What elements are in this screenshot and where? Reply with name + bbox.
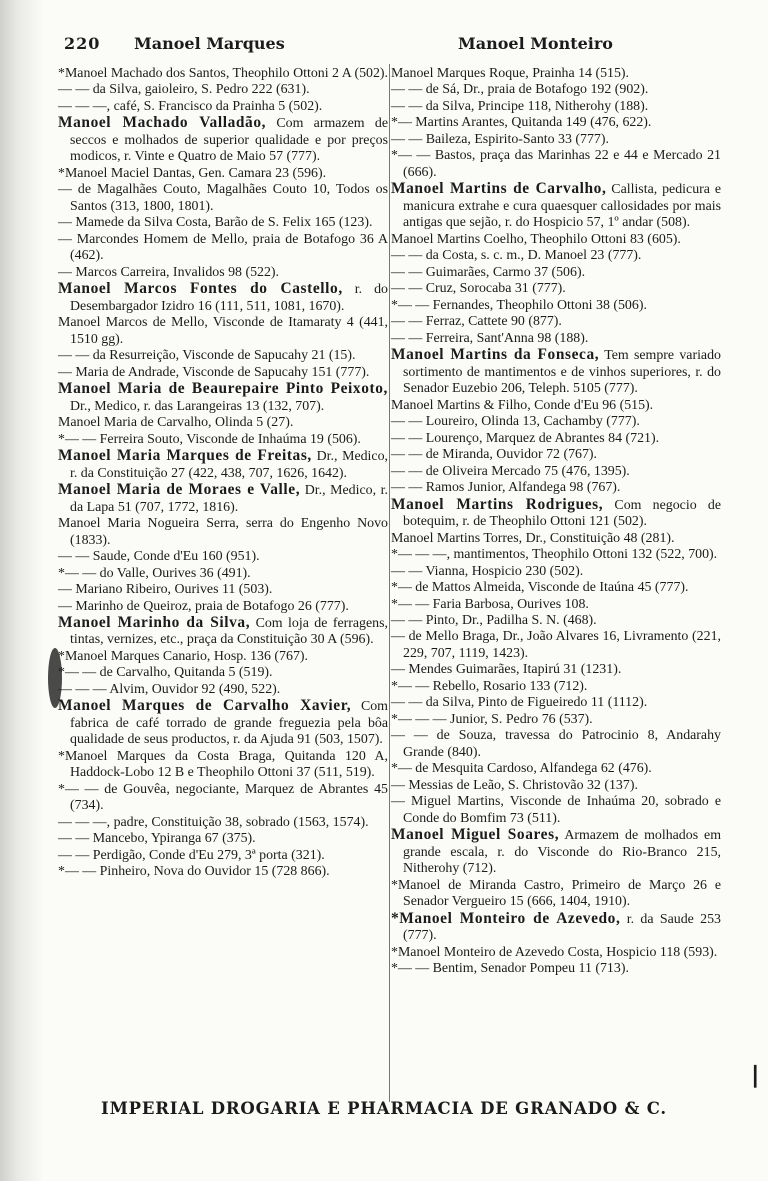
entry-text: — Marinho de Queiroz, praia de Botafogo 26 (777).	[58, 598, 349, 614]
entry-text: *— — Fernandes, Theophilo Ottoni 38 (506).	[391, 297, 647, 313]
entry-text: *— — Ferreira Souto, Visconde de Inhaúma 19 (506).	[58, 431, 361, 447]
entry-text: Armazem de molhados em grande escala, r. do Visconde do Rio-Branco 215, Nitherohy (712).	[403, 828, 722, 877]
entry-text: *Manoel de Miranda Castro, Primeiro de Março 26 e Senador Vergueiro 15 (666, 1404, 1910).	[391, 877, 721, 910]
directory-entry	[58, 831, 388, 847]
entry-text: Com negocio de botequim, r. de Theophilo Ottoni 121 (502).	[403, 497, 721, 530]
entry-text: — — da Silva, Principe 118, Nitherohy (188).	[391, 98, 649, 114]
entry-text: — — Loureiro, Olinda 13, Cachamby (777).	[391, 414, 640, 430]
directory-entry	[391, 281, 721, 297]
directory-entry	[391, 99, 721, 115]
entry-text: — — Lourenço, Marquez de Abrantes 84 (721).	[391, 430, 660, 446]
left-running-head: Manoel Marques	[134, 34, 285, 53]
entry-text: Manoel Maria Nogueira Serra, serra do Engenho Novo (1833).	[58, 516, 388, 548]
entry-text: — Mamede da Silva Costa, Barão de S. Felix 165 (123).	[58, 215, 373, 231]
directory-entry	[391, 679, 721, 695]
entry-text: *Manoel Marques Canario, Hosp. 136 (767).	[58, 648, 308, 664]
entry-text: — — da Silva, Pinto de Figueiredo 11 (1112).	[391, 695, 648, 711]
entry-text: — — de Oliveira Mercado 75 (476, 1395).	[391, 463, 630, 479]
entry-text: — — da Costa, s. c. m., D. Manoel 23 (777).	[391, 248, 642, 264]
entry-text: Manoel Marques Roque, Prainha 14 (515).	[391, 66, 630, 81]
entry-text: Dr., Medico, r. das Larangeiras 13 (132, 707).	[70, 398, 325, 414]
entry-text: Dr., Medico, r. da Constituição 27 (422, 438, 707, 1626, 1642).	[70, 449, 389, 481]
directory-entry	[391, 827, 721, 877]
directory-entry	[391, 794, 721, 827]
right-column	[391, 66, 721, 978]
entry-text: — — Saude, Conde d'Eu 160 (951).	[58, 549, 260, 565]
entry-text: *— — Faria Barbosa, Ourives 108.	[391, 596, 589, 612]
directory-entry	[391, 580, 721, 596]
directory-entry	[58, 215, 388, 231]
entry-name: Manoel Maria Marques de Freitas,	[58, 447, 312, 465]
directory-entry	[58, 365, 388, 381]
entry-text: *— — do Valle, Ourives 36 (491).	[58, 565, 251, 581]
directory-entry	[391, 712, 721, 728]
directory-entry	[58, 516, 388, 549]
entry-name: Manoel Martins de Carvalho,	[391, 180, 607, 198]
entry-text: Manoel Marcos de Mello, Visconde de Itamaraty 4 (441, 1510 gg).	[58, 315, 388, 347]
directory-entry	[58, 848, 388, 864]
directory-entry	[391, 148, 721, 181]
entry-text: — Marcondes Homem de Mello, praia de Botafogo 36 A (462).	[58, 231, 388, 264]
directory-entry	[391, 480, 721, 496]
left-column	[58, 66, 388, 881]
entry-text: r. da Saude 253 (777).	[403, 911, 721, 944]
directory-entry	[391, 497, 721, 531]
entry-name: Manoel Miguel Soares,	[391, 826, 560, 844]
entry-text: *— — de Carvalho, Quitanda 5 (519).	[58, 665, 273, 681]
ink-mark: ❘	[746, 1062, 765, 1088]
entry-text: — — da Silva, gaioleiro, S. Pedro 222 (631).	[58, 82, 310, 98]
entry-text: — — Guimarães, Carmo 37 (506).	[391, 264, 586, 280]
entry-text: r. do Desembargador Izidro 16 (111, 511, 1081, 1670).	[70, 282, 388, 314]
directory-entry	[58, 549, 388, 565]
directory-entry	[391, 82, 721, 98]
entry-text: — — Ferraz, Cattete 90 (877).	[391, 314, 562, 330]
directory-entry	[58, 815, 388, 831]
directory-entry	[58, 864, 388, 880]
entry-text: Manoel Martins Coelho, Theophilo Ottoni 83 (605).	[391, 231, 681, 247]
directory-entry	[58, 782, 388, 815]
page-edge-shadow	[0, 0, 44, 1181]
directory-entry	[391, 181, 721, 231]
column-divider	[389, 64, 390, 1102]
entry-text: Com fabrica de café torrado de grande freguezia pela bôa qualidade de seus productos, r. da Ajuda 91 (503, 1507).	[70, 699, 388, 748]
entry-name: Manoel Marques de Carvalho Xavier,	[58, 697, 352, 715]
directory-entry	[58, 432, 388, 448]
directory-entry	[58, 232, 388, 265]
directory-entry	[391, 778, 721, 794]
directory-entry	[391, 728, 721, 761]
directory-entry	[58, 698, 388, 748]
entry-text: *Manoel Monteiro de Azevedo Costa, Hospicio 118 (593).	[391, 944, 718, 960]
directory-entry	[391, 265, 721, 281]
directory-entry	[58, 281, 388, 315]
directory-entry	[391, 547, 721, 563]
entry-name: Manoel Marinho da Silva,	[58, 613, 251, 631]
entry-text: *— — Bastos, praça das Marinhas 22 e 44 e Mercado 21 (666).	[391, 148, 721, 180]
directory-entry	[58, 265, 388, 281]
entry-text: — de Magalhães Couto, Magalhães Couto 10, Todos os Santos (313, 1800, 1801).	[58, 182, 388, 214]
entry-text: Manoel Maria de Carvalho, Olinda 5 (27).	[58, 415, 294, 431]
directory-entry	[58, 99, 388, 115]
page-number: 220	[64, 34, 101, 53]
footer-advertisement: IMPERIAL DROGARIA E PHARMACIA DE GRANADO & C.	[101, 1099, 667, 1118]
directory-entry	[391, 347, 721, 397]
entry-text: — — Pinto, Dr., Padilha S. N. (468).	[391, 612, 597, 628]
entry-text: Callista, pedicura e manicura extrahe e cura quaesquer callosidades por mais antigas que sejão, r. do Hospicio 57, 1º andar (508).	[403, 182, 721, 231]
entry-text: — Mariano Ribeiro, Ourives 11 (503).	[58, 582, 273, 598]
entry-text: *— — — Junior, S. Pedro 76 (537).	[391, 711, 593, 727]
entry-text: *— — Pinheiro, Nova do Ouvidor 15 (728 866).	[58, 864, 330, 880]
right-running-head: Manoel Monteiro	[458, 34, 613, 53]
directory-entry	[391, 431, 721, 447]
entry-text: — — da Resurreição, Visconde de Sapucahy 21 (15).	[58, 348, 356, 364]
entry-name: Manoel Marcos Fontes do Castello,	[58, 280, 343, 298]
directory-entry	[58, 482, 388, 516]
entry-text: — — Ramos Junior, Alfandega 98 (767).	[391, 480, 621, 496]
entry-text: *— de Mesquita Cardoso, Alfandega 62 (476).	[391, 761, 652, 777]
entry-text: *Manoel Marques da Costa Braga, Quitanda 120 A, Haddock-Lobo 12 B e Theophilo Ottoni 37 (511, 519).	[58, 748, 388, 781]
entry-text: — — de Miranda, Ouvidor 72 (767).	[391, 447, 598, 463]
directory-entry	[391, 464, 721, 480]
entry-text: — Marcos Carreira, Invalidos 98 (522).	[58, 264, 280, 280]
directory-entry	[391, 132, 721, 148]
entry-name: Manoel Machado Valladão,	[58, 114, 267, 132]
entry-text: — — Cruz, Sorocaba 31 (777).	[391, 281, 566, 297]
entry-text: *— — Rebello, Rosario 133 (712).	[391, 678, 588, 694]
entry-text: Dr., Medico, r. da Lapa 51 (707, 1772, 1816).	[70, 483, 388, 515]
directory-entry	[391, 662, 721, 678]
entry-text: — — Mancebo, Ypiranga 67 (375).	[58, 831, 256, 847]
directory-entry	[391, 314, 721, 330]
directory-entry	[58, 665, 388, 681]
entry-text: Manoel Martins Torres, Dr., Constituição 48 (281).	[391, 530, 675, 546]
directory-entry	[58, 682, 388, 698]
entry-text: Com loja de ferragens, tintas, vernizes, etc., praça da Constituição 30 A (596).	[70, 615, 388, 648]
directory-entry	[391, 331, 721, 347]
directory-entry	[391, 761, 721, 777]
directory-entry	[391, 248, 721, 264]
directory-entry	[58, 315, 388, 348]
directory-entry	[58, 66, 388, 82]
directory-entry	[58, 381, 388, 415]
entry-text: — — de Sá, Dr., praia de Botafogo 192 (902).	[391, 82, 649, 98]
directory-entry	[391, 695, 721, 711]
directory-entry	[58, 415, 388, 431]
directory-entry	[58, 115, 388, 165]
directory-entry	[391, 945, 721, 961]
directory-entry	[58, 348, 388, 364]
directory-entry	[58, 82, 388, 98]
entry-text: — de Mello Braga, Dr., João Alvares 16, Livramento (221, 229, 707, 1119, 1423).	[391, 629, 721, 661]
directory-entry	[58, 749, 388, 782]
page-header	[0, 28, 768, 58]
entry-text: — — Vianna, Hospicio 230 (502).	[391, 563, 584, 579]
directory-entry	[391, 597, 721, 613]
entry-text: — Miguel Martins, Visconde de Inhaúma 20, sobrado e Conde do Bomfim 73 (511).	[391, 794, 721, 826]
entry-text: — — —, padre, Constituição 38, sobrado (1563, 1574).	[58, 814, 369, 830]
directory-entry	[391, 298, 721, 314]
directory-entry	[391, 629, 721, 662]
directory-entry	[391, 961, 721, 977]
entry-text: — — Ferreira, Sant'Anna 98 (188).	[391, 330, 589, 346]
directory-entry	[391, 911, 721, 945]
directory-entry	[58, 166, 388, 182]
entry-text: *— — Bentim, Senador Pompeu 11 (713).	[391, 961, 629, 977]
entry-text: Manoel Martins & Filho, Conde d'Eu 96 (515).	[391, 397, 654, 413]
entry-text: Com armazem de seccos e molhados de superior qualidade e por preços modicos, r. Vinte e Quatro de Maio 57 (777).	[70, 116, 388, 165]
directory-entry	[58, 448, 388, 482]
directory-entry	[58, 566, 388, 582]
directory-entry	[58, 615, 388, 649]
entry-text: — Maria de Andrade, Visconde de Sapucahy 151 (777).	[58, 364, 370, 380]
entry-name: *Manoel Monteiro de Azevedo,	[391, 909, 621, 927]
directory-entry	[391, 232, 721, 248]
directory-entry	[391, 564, 721, 580]
directory-entry	[391, 531, 721, 547]
entry-text: *— de Mattos Almeida, Visconde de Itaúna 45 (777).	[391, 580, 689, 596]
entry-name: Manoel Martins da Fonseca,	[391, 346, 600, 364]
entry-text: Tem sempre variado sortimento de mantimentos e de vinhos superiores, r. do Senador Euzebio 206, Teleph. 5105 (777).	[403, 348, 721, 397]
directory-entry	[391, 613, 721, 629]
entry-text: — — Baileza, Espirito-Santo 33 (777).	[391, 131, 609, 147]
entry-text: — — de Souza, travessa do Patrocinio 8, Andarahy Grande (840).	[391, 728, 721, 760]
entry-text: — — —, café, S. Francisco da Prainha 5 (502).	[58, 98, 323, 114]
directory-entry	[391, 115, 721, 131]
entry-text: — — — Alvim, Ouvidor 92 (490, 522).	[58, 681, 281, 697]
entry-text: — Messias de Leão, S. Christovão 32 (137).	[391, 777, 638, 793]
entry-text: *Manoel Machado dos Santos, Theophilo Ottoni 2 A (502).	[58, 66, 389, 81]
entry-text: *— — —, mantimentos, Theophilo Ottoni 132 (522, 700).	[391, 547, 718, 563]
entry-text: — Mendes Guimarães, Itapirú 31 (1231).	[391, 662, 622, 678]
entry-text: *— — de Gouvêa, negociante, Marquez de Abrantes 45 (734).	[58, 781, 388, 814]
entry-text: *— Martins Arantes, Quitanda 149 (476, 622).	[391, 115, 652, 131]
directory-entry	[391, 414, 721, 430]
entry-text: *Manoel Maciel Dantas, Gen. Camara 23 (596).	[58, 165, 327, 181]
entry-name: Manoel Maria de Moraes e Valle,	[58, 481, 301, 499]
directory-entry	[391, 66, 721, 82]
entry-name: Manoel Martins Rodrigues,	[391, 495, 604, 513]
directory-entry	[391, 878, 721, 911]
entry-name: Manoel Maria de Beaurepaire Pinto Peixoto,	[58, 380, 388, 398]
directory-entry	[58, 599, 388, 615]
directory-entry	[58, 182, 388, 215]
directory-entry	[58, 649, 388, 665]
directory-entry	[58, 582, 388, 598]
directory-entry	[391, 447, 721, 463]
directory-entry	[391, 398, 721, 414]
entry-text: — — Perdigão, Conde d'Eu 279, 3ª porta (321).	[58, 847, 325, 863]
